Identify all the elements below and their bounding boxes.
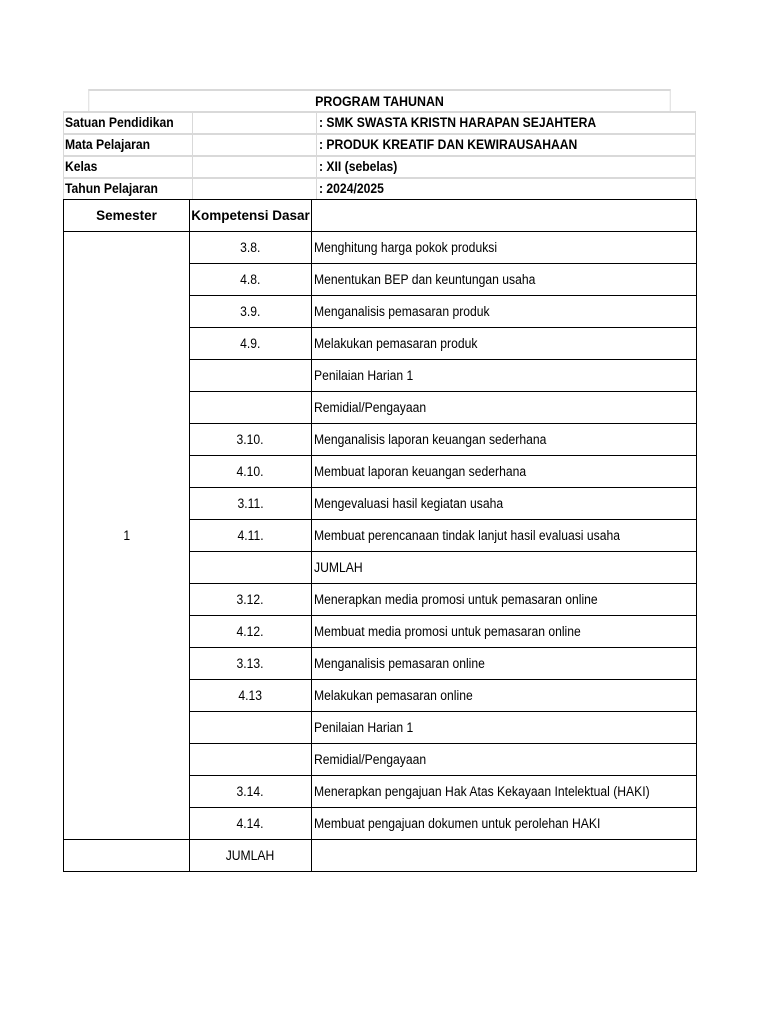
material-cell bbox=[312, 424, 697, 456]
kd-cell bbox=[190, 776, 312, 808]
material-value: Menganalisis pemasaran online bbox=[314, 656, 485, 671]
kd-value: 4.9. bbox=[240, 336, 261, 351]
material-cell bbox=[312, 264, 697, 296]
kd-cell bbox=[190, 584, 312, 616]
kd-cell bbox=[190, 744, 312, 776]
info-spacer bbox=[193, 135, 317, 155]
info-value: : SMK SWASTA KRISTN HARAPAN SEJAHTERA bbox=[319, 115, 597, 130]
material-cell bbox=[312, 520, 697, 552]
kd-cell bbox=[190, 488, 312, 520]
kd-cell bbox=[190, 360, 312, 392]
kd-value: 3.8. bbox=[240, 240, 261, 255]
kd-cell bbox=[190, 616, 312, 648]
material-value: Menghitung harga pokok produksi bbox=[314, 240, 498, 255]
kd-value: 3.12. bbox=[236, 592, 265, 607]
table-footer-row bbox=[64, 840, 697, 872]
kd-cell bbox=[190, 648, 312, 680]
kd-value: 3.9. bbox=[240, 304, 261, 319]
material-cell bbox=[312, 776, 697, 808]
material-cell bbox=[312, 392, 697, 424]
kd-value: 3.10. bbox=[236, 432, 265, 447]
info-label: Tahun Pelajaran bbox=[65, 181, 158, 196]
info-value: : 2024/2025 bbox=[319, 181, 384, 196]
info-row bbox=[63, 177, 696, 199]
info-block bbox=[63, 111, 696, 199]
header-kompetensi-dasar: Kompetensi Dasar bbox=[190, 200, 312, 232]
material-cell bbox=[312, 296, 697, 328]
material-value: Menentukan BEP dan keuntungan usaha bbox=[314, 272, 536, 287]
header-semester: Semester bbox=[64, 200, 190, 232]
kd-cell bbox=[190, 232, 312, 264]
kd-cell bbox=[190, 712, 312, 744]
kd-cell bbox=[190, 456, 312, 488]
kd-value: 4.12. bbox=[236, 624, 265, 639]
material-cell bbox=[312, 328, 697, 360]
material-value: Membuat laporan keuangan sederhana bbox=[314, 464, 527, 479]
material-cell bbox=[312, 680, 697, 712]
kd-value: 4.10. bbox=[236, 464, 265, 479]
material-value: Membuat pengajuan dokumen untuk perolehan HAKI bbox=[314, 816, 601, 831]
semester-cell bbox=[64, 232, 190, 840]
material-cell bbox=[312, 552, 697, 584]
material-cell bbox=[312, 744, 697, 776]
material-cell bbox=[312, 712, 697, 744]
material-value: Penilaian Harian 1 bbox=[314, 368, 414, 383]
kd-cell bbox=[190, 808, 312, 840]
kd-cell bbox=[190, 328, 312, 360]
material-value: Melakukan pemasaran online bbox=[314, 688, 473, 703]
material-value: Remidial/Pengayaan bbox=[314, 752, 427, 767]
material-cell bbox=[312, 616, 697, 648]
material-value: Melakukan pemasaran produk bbox=[314, 336, 478, 351]
kd-cell bbox=[190, 392, 312, 424]
material-cell bbox=[312, 456, 697, 488]
semester-value: 1 bbox=[123, 528, 130, 543]
kd-cell bbox=[190, 296, 312, 328]
footer-semester-cell bbox=[64, 840, 190, 872]
material-cell bbox=[312, 360, 697, 392]
info-label: Satuan Pendidikan bbox=[65, 115, 174, 130]
kd-cell bbox=[190, 520, 312, 552]
info-spacer bbox=[193, 157, 317, 177]
document-title: PROGRAM TAHUNAN bbox=[88, 89, 670, 111]
footer-kd-cell bbox=[190, 840, 312, 872]
kd-cell bbox=[190, 424, 312, 456]
kd-value: 3.11. bbox=[237, 496, 264, 511]
program-tahunan-sheet bbox=[63, 89, 696, 872]
material-value: Menganalisis pemasaran produk bbox=[314, 304, 490, 319]
material-cell bbox=[312, 232, 697, 264]
material-cell bbox=[312, 808, 697, 840]
material-value: Menganalisis laporan keuangan sederhana bbox=[314, 432, 547, 447]
kd-cell bbox=[190, 552, 312, 584]
info-spacer bbox=[193, 113, 317, 133]
table-row bbox=[64, 232, 697, 264]
material-value: Menerapkan pengajuan Hak Atas Kekayaan Intelektual (HAKI) bbox=[314, 784, 650, 799]
kd-value: 4.14. bbox=[236, 816, 265, 831]
info-value: : PRODUK KREATIF DAN KEWIRAUSAHAAN bbox=[319, 137, 578, 152]
material-value: Mengevaluasi hasil kegiatan usaha bbox=[314, 496, 504, 511]
material-cell bbox=[312, 648, 697, 680]
header-material bbox=[312, 200, 697, 232]
info-spacer bbox=[193, 179, 317, 199]
table-header-row bbox=[64, 200, 697, 232]
kd-value: 3.13. bbox=[236, 656, 265, 671]
info-label: Mata Pelajaran bbox=[65, 137, 151, 152]
material-value: Membuat media promosi untuk pemasaran online bbox=[314, 624, 581, 639]
info-label: Kelas bbox=[65, 159, 98, 174]
info-row bbox=[63, 111, 696, 133]
footer-material-cell bbox=[312, 840, 697, 872]
kd-value: 4.8. bbox=[240, 272, 261, 287]
kd-value: 4.13 bbox=[238, 688, 263, 703]
material-value: Remidial/Pengayaan bbox=[314, 400, 427, 415]
footer-total-label: JUMLAH bbox=[226, 848, 275, 863]
material-value: Penilaian Harian 1 bbox=[314, 720, 414, 735]
table-body bbox=[64, 232, 697, 872]
material-cell bbox=[312, 584, 697, 616]
material-value: JUMLAH bbox=[314, 560, 363, 575]
program-table bbox=[63, 199, 697, 872]
kd-cell bbox=[190, 264, 312, 296]
kd-cell bbox=[190, 680, 312, 712]
info-row bbox=[63, 155, 696, 177]
material-value: Membuat perencanaan tindak lanjut hasil evaluasi usaha bbox=[314, 528, 620, 543]
info-row bbox=[63, 133, 696, 155]
material-cell bbox=[312, 488, 697, 520]
info-value: : XII (sebelas) bbox=[319, 159, 398, 174]
kd-value: 3.14. bbox=[236, 784, 265, 799]
kd-value: 4.11. bbox=[237, 528, 264, 543]
material-value: Menerapkan media promosi untuk pemasaran online bbox=[314, 592, 598, 607]
